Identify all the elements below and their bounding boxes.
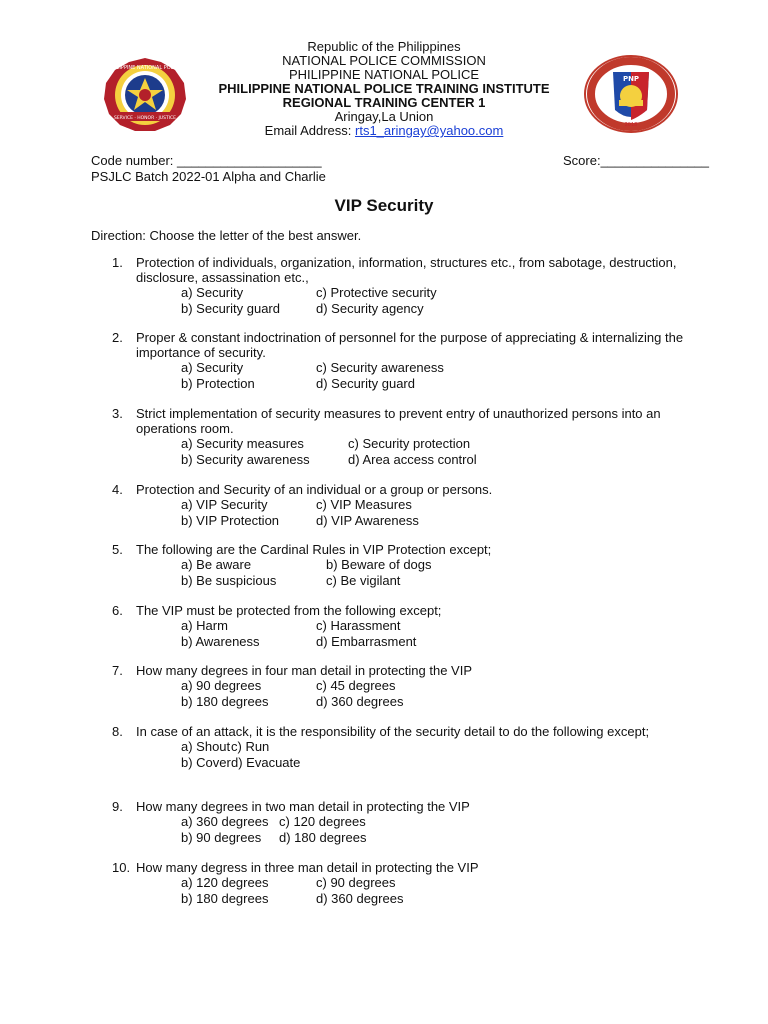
question-text: Proper & constant indoctrination of personnel for the purpose of appreciating & internalizing the importance of security.	[136, 330, 684, 360]
choice-d: d) Area access control	[348, 451, 477, 467]
choice-d: d) Security guard	[316, 375, 415, 391]
question-item	[112, 860, 692, 906]
choice-d: d) 180 degrees	[279, 829, 367, 845]
choice-b: b) Awareness	[181, 633, 260, 649]
choice-a: a) Be aware	[181, 557, 252, 572]
question-text: How many degress in three man detail in protecting the VIP	[136, 860, 479, 875]
choice-a: a) Security	[181, 285, 244, 300]
choices	[181, 875, 692, 906]
email-link[interactable]: rts1_aringay@yahoo.com	[355, 123, 504, 138]
question-text: In case of an attack, it is the responsibility of the security detail to do the following except;	[136, 724, 650, 739]
choices	[181, 285, 692, 316]
svg-text:PHILIPPINE NATIONAL POLICE: PHILIPPINE NATIONAL POLICE	[108, 65, 182, 71]
napolcom-line: NATIONAL POLICE COMMISSION	[282, 53, 486, 68]
choice-c: c) 120 degrees	[279, 814, 366, 829]
choices	[181, 557, 692, 588]
question-item	[112, 406, 692, 467]
choice-d: d) Evacuate	[231, 754, 301, 770]
choice-b: b) Security awareness	[181, 451, 310, 467]
choice-b: b) Security guard	[181, 300, 280, 316]
choice-a: a) Security	[181, 360, 244, 375]
question-text: Strict implementation of security measures to prevent entry of unauthorized persons into an operations room.	[136, 406, 661, 436]
question-item	[112, 330, 692, 391]
question-number: 10.	[112, 860, 131, 875]
question-number: 4.	[112, 482, 123, 497]
question-item	[112, 542, 692, 588]
question-text: Protection and Security of an individual or a group or persons.	[136, 482, 493, 497]
choice-d: d) 360 degrees	[316, 890, 404, 906]
question-item	[112, 255, 692, 316]
page-title: VIP Security	[334, 196, 434, 215]
choice-b: b) Beware of dogs	[326, 557, 432, 572]
regional-center-line: REGIONAL TRAINING CENTER 1	[282, 95, 486, 110]
choice-d: d) Embarrasment	[316, 633, 417, 649]
svg-text:2018: 2018	[624, 122, 638, 128]
choices	[181, 360, 692, 391]
choice-c: c) Be vigilant	[326, 572, 401, 588]
choice-b: b) Protection	[181, 375, 255, 391]
choice-d: d) 360 degrees	[316, 693, 404, 709]
choice-b: b) Cover	[181, 754, 231, 770]
code-number-label: Code number: ____________________	[91, 153, 322, 168]
choice-c: c) Harassment	[316, 618, 401, 633]
question-item	[112, 724, 692, 770]
question-number: 1.	[112, 255, 123, 270]
question-number: 6.	[112, 603, 123, 618]
score-label: Score:_______________	[563, 153, 710, 168]
institute-line: PHILIPPINE NATIONAL POLICE TRAINING INSTITUTE	[218, 81, 550, 96]
question-number: 5.	[112, 542, 123, 557]
choice-a: a) Shout	[181, 739, 231, 754]
choice-c: c) 90 degrees	[316, 875, 396, 890]
question-item	[112, 603, 692, 649]
question-text: Protection of individuals, organization, information, structures etc., from sabotage, destruction, disclosure, assassination etc.,	[136, 255, 677, 285]
question-number: 3.	[112, 406, 123, 421]
letterhead	[0, 40, 768, 138]
choice-c: c) VIP Measures	[316, 497, 412, 512]
choices	[181, 814, 692, 845]
email-label: Email Address:	[264, 123, 355, 138]
republic-line: Republic of the Philippines	[307, 39, 461, 54]
choice-a: a) 360 degrees	[181, 814, 269, 829]
question-number: 2.	[112, 330, 123, 345]
question-item	[112, 799, 692, 845]
location-line: Aringay,La Union	[334, 109, 434, 124]
question-text: How many degrees in four man detail in protecting the VIP	[136, 663, 473, 678]
choice-b: b) 180 degrees	[181, 693, 269, 709]
choices	[181, 618, 692, 649]
choices	[181, 739, 692, 770]
choices	[181, 436, 692, 467]
question-text: The following are the Cardinal Rules in VIP Protection except;	[136, 542, 492, 557]
choices	[181, 497, 692, 528]
choice-c: c) Protective security	[316, 285, 437, 300]
choice-c: c) Security awareness	[316, 360, 444, 375]
question-text: The VIP must be protected from the following except;	[136, 603, 442, 618]
question-number: 9.	[112, 799, 123, 814]
choice-a: a) 120 degrees	[181, 875, 269, 890]
choice-a: a) 90 degrees	[181, 678, 262, 693]
email-line	[0, 124, 768, 138]
choice-c: c) Security protection	[348, 436, 471, 451]
choices	[181, 678, 692, 709]
choice-c: c) Run	[231, 739, 270, 754]
question-number: 8.	[112, 724, 123, 739]
choice-a: a) Security measures	[181, 436, 304, 451]
question-item	[112, 482, 692, 528]
question-item	[112, 663, 692, 709]
batch-label: PSJLC Batch 2022-01 Alpha and Charlie	[91, 169, 326, 184]
choice-b: b) 90 degrees	[181, 829, 262, 845]
svg-text:PNP: PNP	[622, 75, 640, 83]
svg-text:SERVICE · HONOR · JUSTICE: SERVICE · HONOR · JUSTICE	[113, 116, 177, 121]
question-number: 7.	[112, 663, 123, 678]
choice-c: c) 45 degrees	[316, 678, 396, 693]
choice-a: a) VIP Security	[181, 497, 268, 512]
choice-b: b) VIP Protection	[181, 512, 280, 528]
choice-d: d) Security agency	[316, 300, 424, 316]
direction-text: Direction: Choose the letter of the best answer.	[91, 228, 362, 243]
choice-b: b) Be suspicious	[181, 572, 277, 588]
question-text: How many degrees in two man detail in protecting the VIP	[136, 799, 470, 814]
choice-a: a) Harm	[181, 618, 228, 633]
choice-d: d) VIP Awareness	[316, 512, 419, 528]
pnp-line: PHILIPPINE NATIONAL POLICE	[289, 67, 479, 82]
choice-b: b) 180 degrees	[181, 890, 269, 906]
